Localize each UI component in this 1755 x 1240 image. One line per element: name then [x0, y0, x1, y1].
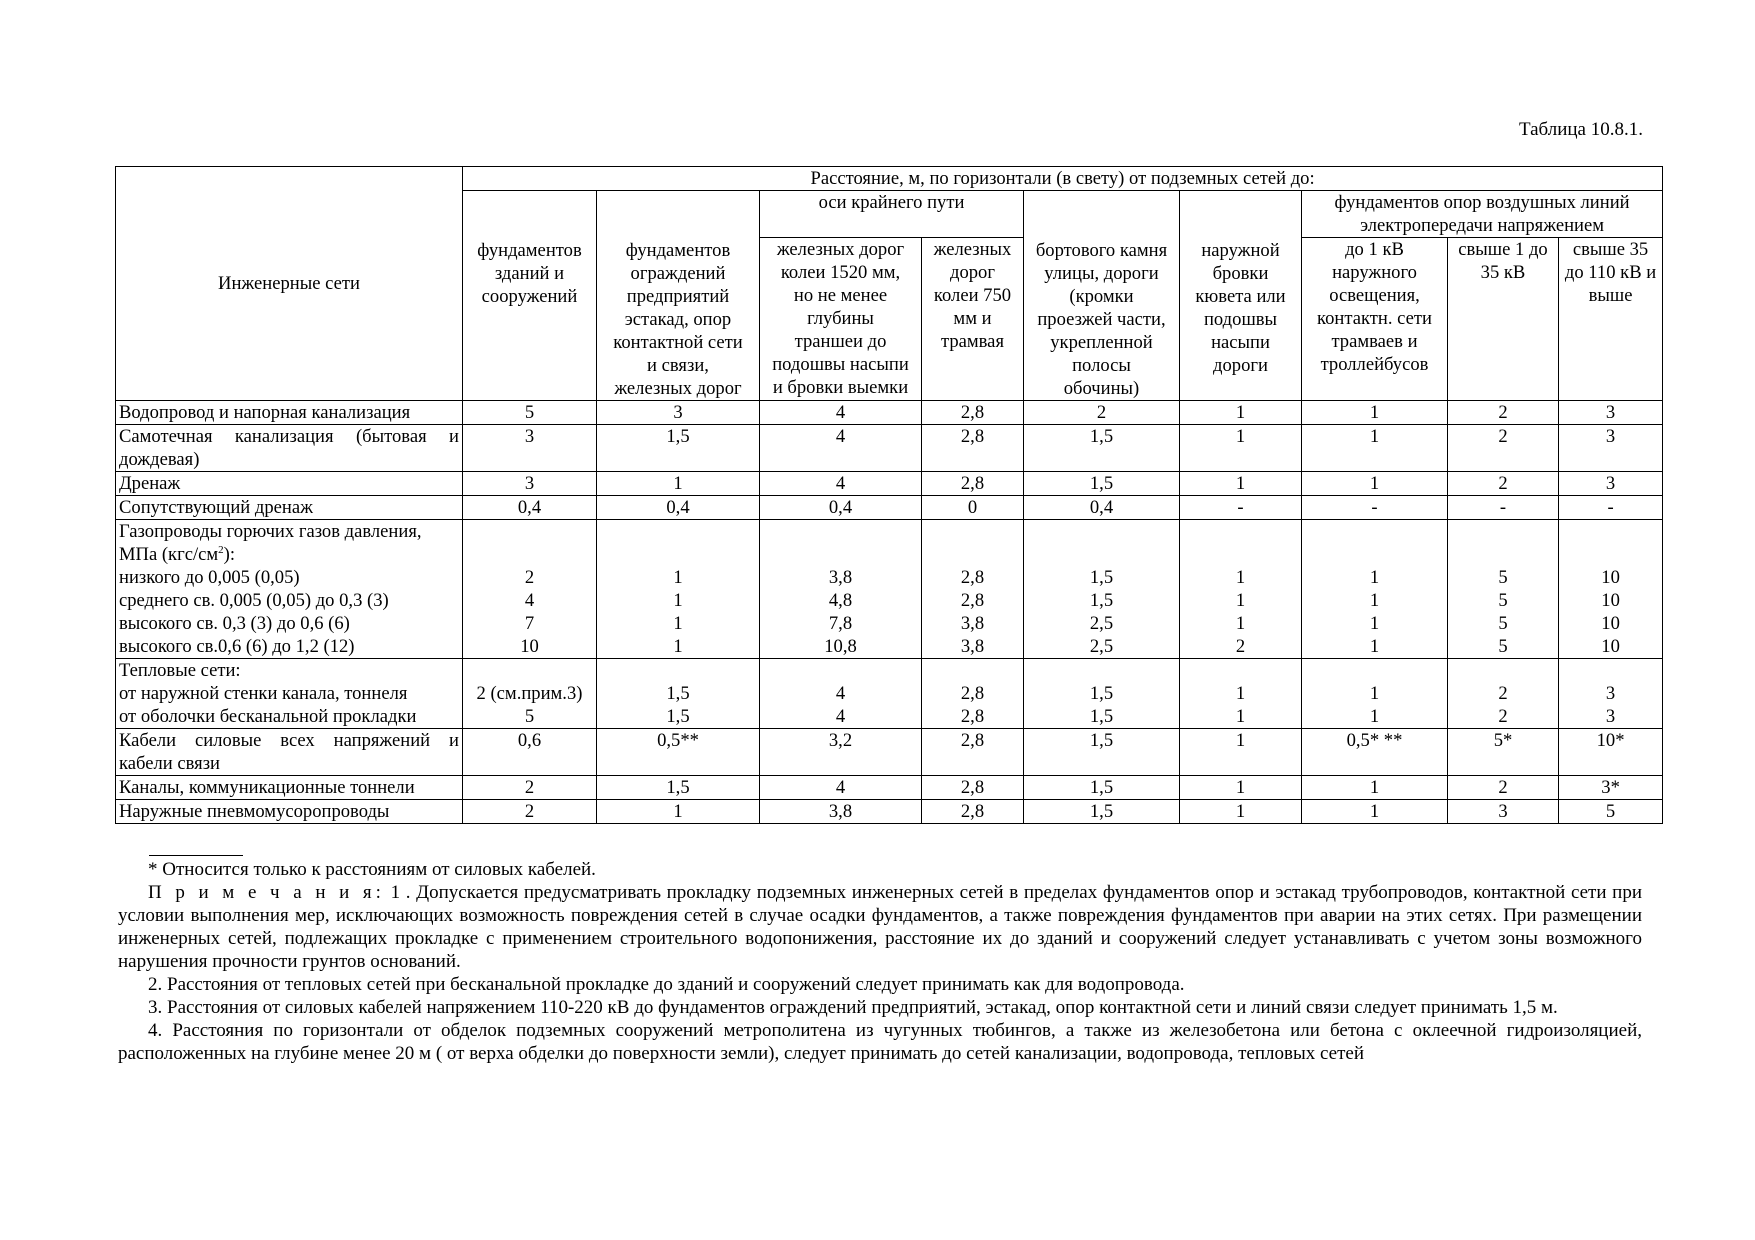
cell-value: 2,8 — [960, 683, 985, 704]
header-line: троллейбусов — [1320, 354, 1429, 375]
row-name-line: низкого до 0,005 (0,05) — [119, 567, 300, 588]
cell-value: 7,8 — [828, 613, 853, 634]
row-name-line: Газопроводы горючих газов давления, — [119, 521, 422, 542]
cell-value: 3,8 — [960, 636, 985, 657]
header-line: зданий и — [494, 263, 565, 284]
cell-value: 1 — [1235, 567, 1246, 588]
row-network-name: Сопутствующий дренаж — [116, 496, 463, 520]
header-rail-1520 — [760, 238, 922, 401]
cell-value: 2 — [1498, 683, 1508, 704]
note-2: 2. Расстояния от тепловых сетей при бесканальной прокладке до зданий и сооружений следует принимать как для водопровода. — [148, 974, 1185, 995]
distance-table — [115, 166, 1663, 824]
cell-value: 1 — [1235, 590, 1246, 611]
header-rail-750 — [922, 238, 1024, 401]
cell-curb: 1,5 — [1024, 729, 1180, 776]
table-row — [116, 776, 1663, 800]
cell-fence-foundations — [597, 520, 760, 659]
row-name-line: от наружной стенки канала, тоннеля — [119, 683, 408, 704]
cell-value: 5 — [1498, 567, 1508, 588]
table-row — [116, 800, 1663, 824]
header-line: предприятий — [626, 286, 730, 307]
cell-up-to-1kv: 1 — [1302, 401, 1448, 425]
header-line: подошвы насыпи — [772, 354, 909, 375]
cell-up-to-1kv: - — [1302, 496, 1448, 520]
cell-value: 1 — [1369, 567, 1380, 588]
header-line: трамваев и — [1331, 331, 1418, 352]
cell-value: 2 — [524, 567, 535, 588]
cell-over-1-to-35kv — [1448, 520, 1559, 659]
table-row — [116, 729, 1663, 776]
cell-value: 2,5 — [1089, 613, 1114, 634]
cell-rail-750: 0 — [922, 496, 1024, 520]
cell-fence-foundations: 1 — [597, 800, 760, 824]
header-line: колеи 1520 мм, — [780, 262, 901, 283]
cell-value: 1,5 — [1089, 706, 1114, 727]
cell-over-1-to-35kv — [1448, 659, 1559, 729]
cell-over-35-to-110kv — [1559, 659, 1663, 729]
cell-up-to-1kv: 1 — [1302, 776, 1448, 800]
cell-value: 10 — [1601, 567, 1620, 588]
cell-ditch: - — [1180, 496, 1302, 520]
header-line: железных дорог — [776, 239, 905, 260]
header-building-foundations — [463, 191, 597, 401]
cell-value: 1 — [1369, 590, 1380, 611]
cell-value: 1 — [673, 613, 683, 634]
cell-building-foundations: 2 — [463, 776, 597, 800]
notes-section — [118, 858, 1642, 1065]
cell-building-foundations: 0,4 — [463, 496, 597, 520]
header-line: эстакад, опор — [624, 309, 732, 330]
cell-fence-foundations: 1,5 — [597, 776, 760, 800]
cell-up-to-1kv — [1302, 659, 1448, 729]
header-curb — [1024, 191, 1180, 401]
header-line: и связи, — [647, 355, 709, 376]
row-name-line: среднего св. 0,005 (0,05) до 0,3 (3) — [119, 590, 389, 611]
header-line: свыше 35 — [1572, 239, 1649, 260]
cell-building-foundations: 3 — [463, 472, 597, 496]
header-line: фундаментов опор воздушных линий — [1334, 192, 1630, 213]
cell-value: 1 — [1369, 683, 1380, 704]
header-line: подошвы — [1203, 309, 1278, 330]
cell-value: 1 — [1235, 613, 1246, 634]
cell-value: 4 — [524, 590, 535, 611]
cell-over-1-to-35kv: 5* — [1448, 729, 1559, 776]
cell-curb — [1024, 659, 1180, 729]
header-line: дороги — [1213, 355, 1268, 376]
header-line: до 110 кВ и — [1564, 262, 1657, 283]
cell-building-foundations: 3 — [463, 425, 597, 472]
table-row — [116, 496, 1663, 520]
header-line: мм и — [953, 308, 992, 329]
cell-over-1-to-35kv: 3 — [1448, 800, 1559, 824]
table-row — [116, 472, 1663, 496]
cell-over-35-to-110kv: 3 — [1559, 425, 1663, 472]
cell-ditch: 1 — [1180, 425, 1302, 472]
cell-value: 10 — [1601, 636, 1620, 657]
cell-over-1-to-35kv: 2 — [1448, 401, 1559, 425]
row-network-name: Дренаж — [116, 472, 463, 496]
cell-building-foundations — [463, 659, 597, 729]
cell-value: 2 (см.прим.3) — [476, 683, 583, 704]
row-network-name: Каналы, коммуникационные тоннели — [116, 776, 463, 800]
cell-over-35-to-110kv: 3* — [1559, 776, 1663, 800]
header-line: сооружений — [481, 286, 578, 307]
cell-value: 2,8 — [960, 590, 985, 611]
header-line: обочины) — [1063, 378, 1140, 399]
cell-value: 1 — [1369, 636, 1380, 657]
cell-value: 4 — [835, 706, 846, 727]
cell-fence-foundations: 0,4 — [597, 496, 760, 520]
row-name-line: высокого св.0,6 (6) до 1,2 (12) — [119, 636, 355, 657]
cell-over-35-to-110kv: 5 — [1559, 800, 1663, 824]
cell-rail-750: 2,8 — [922, 776, 1024, 800]
cell-value: 3 — [1605, 706, 1616, 727]
cell-over-35-to-110kv — [1559, 520, 1663, 659]
table-row — [116, 520, 1663, 659]
cell-rail-1520: 3,2 — [760, 729, 922, 776]
cell-rail-1520: 4 — [760, 776, 922, 800]
cell-fence-foundations: 1 — [597, 472, 760, 496]
cell-rail-750 — [922, 659, 1024, 729]
cell-value: 4,8 — [828, 590, 853, 611]
cell-rail-1520 — [760, 520, 922, 659]
cell-up-to-1kv: 1 — [1302, 800, 1448, 824]
header-line: свыше 1 до — [1458, 239, 1548, 260]
header-line: освещения, — [1329, 285, 1420, 306]
cell-rail-1520: 0,4 — [760, 496, 922, 520]
row-network-name: Наружные пневмомусоропроводы — [116, 800, 463, 824]
cell-over-35-to-110kv: 3 — [1559, 472, 1663, 496]
row-network-name: Водопровод и напорная канализация — [116, 401, 463, 425]
cell-curb: 2 — [1024, 401, 1180, 425]
header-line: бортового камня — [1035, 240, 1168, 261]
cell-value: 1 — [1235, 706, 1246, 727]
cell-value: 1 — [1369, 706, 1380, 727]
cell-rail-1520: 4 — [760, 472, 922, 496]
cell-value: 2,5 — [1089, 636, 1114, 657]
cell-over-1-to-35kv: 2 — [1448, 776, 1559, 800]
row-name-line: Тепловые сети: — [119, 660, 241, 681]
cell-value: 2,8 — [960, 706, 985, 727]
cell-up-to-1kv: 0,5* ** — [1302, 729, 1448, 776]
cell-rail-750: 2,8 — [922, 729, 1024, 776]
cell-ditch — [1180, 520, 1302, 659]
cell-fence-foundations: 1,5 — [597, 425, 760, 472]
row-name-line: высокого св. 0,3 (3) до 0,6 (6) — [119, 613, 350, 634]
cell-over-1-to-35kv: 2 — [1448, 472, 1559, 496]
header-line: трамвая — [940, 331, 1004, 352]
cell-over-1-to-35kv: 2 — [1448, 425, 1559, 472]
cell-value: 4 — [835, 683, 846, 704]
cell-up-to-1kv: 1 — [1302, 472, 1448, 496]
cell-value: 10 — [520, 636, 539, 657]
cell-curb: 1,5 — [1024, 800, 1180, 824]
cell-ditch: 1 — [1180, 472, 1302, 496]
cell-fence-foundations — [597, 659, 760, 729]
header-line: кювета или — [1195, 286, 1286, 307]
header-line: железных дорог — [614, 378, 742, 399]
header-line: улицы, дороги — [1044, 263, 1159, 284]
cell-ditch — [1180, 659, 1302, 729]
header-line: дорог — [950, 262, 995, 283]
cell-over-1-to-35kv: - — [1448, 496, 1559, 520]
header-line: глубины — [807, 308, 874, 329]
cell-rail-750: 2,8 — [922, 425, 1024, 472]
footnote-text: * Относится только к расстояниям от силовых кабелей. — [148, 859, 596, 880]
note-3: 3. Расстояния от силовых кабелей напряжением 110-220 кВ до фундаментов ограждений предприятий, эстакад, опор контактной сети и линий связи следует принимать 1,5 м. — [148, 997, 1558, 1018]
table-body — [116, 401, 1663, 824]
row-name-line: от оболочки бесканальной прокладки — [119, 706, 417, 727]
header-up-to-1kv — [1302, 238, 1448, 401]
cell-value: 10,8 — [824, 636, 857, 657]
table-row — [116, 659, 1663, 729]
cell-building-foundations: 5 — [463, 401, 597, 425]
cell-over-35-to-110kv: 3 — [1559, 401, 1663, 425]
header-line: 35 кВ — [1480, 262, 1526, 283]
cell-value: 1 — [673, 567, 683, 588]
cell-rail-1520: 4 — [760, 425, 922, 472]
cell-value: 1,5 — [666, 683, 690, 704]
cell-value: 2,8 — [960, 567, 985, 588]
cell-value: 2 — [1498, 706, 1508, 727]
header-line: наружной — [1201, 240, 1280, 261]
header-line: железных — [933, 239, 1012, 260]
cell-ditch: 1 — [1180, 776, 1302, 800]
note-1 — [118, 881, 1642, 973]
header-line: выше — [1588, 285, 1633, 306]
header-fence-foundations — [597, 191, 760, 401]
cell-over-35-to-110kv: - — [1559, 496, 1663, 520]
cell-value: 5 — [524, 706, 535, 727]
cell-rail-1520: 3,8 — [760, 800, 922, 824]
cell-value: 1,5 — [1089, 567, 1114, 588]
cell-rail-750: 2,8 — [922, 401, 1024, 425]
header-over-35-to-110kv — [1559, 238, 1663, 401]
header-overhead-supports — [1302, 191, 1663, 238]
cell-ditch: 1 — [1180, 401, 1302, 425]
cell-value: 5 — [1498, 636, 1508, 657]
header-line: электропередачи напряжением — [1360, 215, 1604, 236]
header-line: колеи 750 — [933, 285, 1012, 306]
header-over-1-to-35kv — [1448, 238, 1559, 401]
header-line: ограждений — [630, 263, 726, 284]
header-engineering-networks: Инженерные сети — [116, 167, 463, 401]
header-line: полосы — [1072, 355, 1131, 376]
cell-value: 1,5 — [1089, 683, 1114, 704]
header-line: фундаментов — [477, 240, 582, 261]
cell-building-foundations — [463, 520, 597, 659]
cell-up-to-1kv: 1 — [1302, 425, 1448, 472]
cell-rail-1520 — [760, 659, 922, 729]
cell-value: 3,8 — [828, 567, 853, 588]
header-line: контактн. сети — [1317, 308, 1432, 329]
header-track-axis: оси крайнего пути — [760, 191, 1024, 238]
header-line: и бровки выемки — [772, 377, 909, 398]
cell-value: 3 — [1605, 683, 1616, 704]
notes-label: П р и м е ч а н и я: — [148, 882, 385, 903]
header-line: траншеи до — [794, 331, 887, 352]
cell-value: 10 — [1601, 613, 1620, 634]
header-line: контактной сети — [613, 332, 743, 353]
cell-fence-foundations: 0,5** — [597, 729, 760, 776]
header-line: но не менее — [793, 285, 888, 306]
footnote-rule — [149, 855, 243, 856]
cell-ditch: 1 — [1180, 800, 1302, 824]
cell-up-to-1kv — [1302, 520, 1448, 659]
header-line: (кромки — [1069, 286, 1134, 307]
table-caption: Таблица 10.8.1. — [1518, 119, 1643, 140]
header-ditch — [1180, 191, 1302, 401]
header-distance-group: Расстояние, м, по горизонтали (в свету) от подземных сетей до: — [463, 167, 1663, 191]
cell-value: 10 — [1601, 590, 1620, 611]
cell-curb: 1,5 — [1024, 776, 1180, 800]
cell-ditch: 1 — [1180, 729, 1302, 776]
note-4: 4. Расстояния по горизонтали от обделок подземных сооружений метрополитена из чугунных тюбингов, а также из железобетона или бетона с оклеечной гидроизоляцией, расположенных на глубине менее 20 м ( от верха обделки до поверхности земли), следует принимать до сетей канализации, водопровода, тепловых сетей — [118, 1020, 1642, 1064]
cell-curb — [1024, 520, 1180, 659]
cell-building-foundations: 0,6 — [463, 729, 597, 776]
cell-curb: 1,5 — [1024, 472, 1180, 496]
cell-value: 7 — [524, 613, 535, 634]
table-row — [116, 401, 1663, 425]
cell-over-35-to-110kv: 10* — [1559, 729, 1663, 776]
cell-value: 1,5 — [1089, 590, 1114, 611]
cell-curb: 0,4 — [1024, 496, 1180, 520]
cell-value: 1 — [1235, 683, 1246, 704]
cell-value: 1 — [673, 590, 683, 611]
row-network-name — [116, 520, 463, 659]
header-line: бровки — [1212, 263, 1269, 284]
cell-value: 5 — [1498, 613, 1508, 634]
cell-fence-foundations: 3 — [597, 401, 760, 425]
row-network-name: Кабели силовые всех напряжений и кабели связи — [116, 729, 463, 776]
note-1-text: 1 . Допускается предусматривать прокладку подземных инженерных сетей в пределах фундаментов опор и эстакад трубопроводов, контактной сети при условии выполнения мер, исключающих возможность повреждения сетей в случае осадки фундаментов, а также повреждения фундаментов при аварии на этих сетях. При размещении инженерных сетей, подлежащих прокладке с применением строительного водопонижения, расстояние их до зданий и сооружений следует устанавливать с учетом зоны возможного нарушения прочности грунтов оснований. — [118, 882, 1642, 972]
row-network-name: Самотечная канализация (бытовая и дождевая) — [116, 425, 463, 472]
cell-value: 1 — [1369, 613, 1380, 634]
header-line: укрепленной — [1050, 332, 1153, 353]
cell-rail-750: 2,8 — [922, 472, 1024, 496]
header-line: фундаментов — [625, 240, 731, 261]
cell-building-foundations: 2 — [463, 800, 597, 824]
cell-value: 3,8 — [960, 613, 985, 634]
cell-rail-750: 2,8 — [922, 800, 1024, 824]
row-name-line: МПа $(кгс/см^2)$: — [119, 543, 236, 565]
header-line: насыпи — [1211, 332, 1270, 353]
cell-value: 2 — [1235, 636, 1246, 657]
cell-value: 1,5 — [666, 706, 690, 727]
cell-curb: 1,5 — [1024, 425, 1180, 472]
row-network-name — [116, 659, 463, 729]
cell-value: 5 — [1498, 590, 1508, 611]
table-row — [116, 425, 1663, 472]
cell-rail-750 — [922, 520, 1024, 659]
cell-rail-1520: 4 — [760, 401, 922, 425]
header-line: до 1 кВ — [1345, 239, 1404, 260]
header-line: наружного — [1332, 262, 1417, 283]
header-line: проезжей части, — [1037, 309, 1166, 330]
cell-value: 1 — [673, 636, 683, 657]
